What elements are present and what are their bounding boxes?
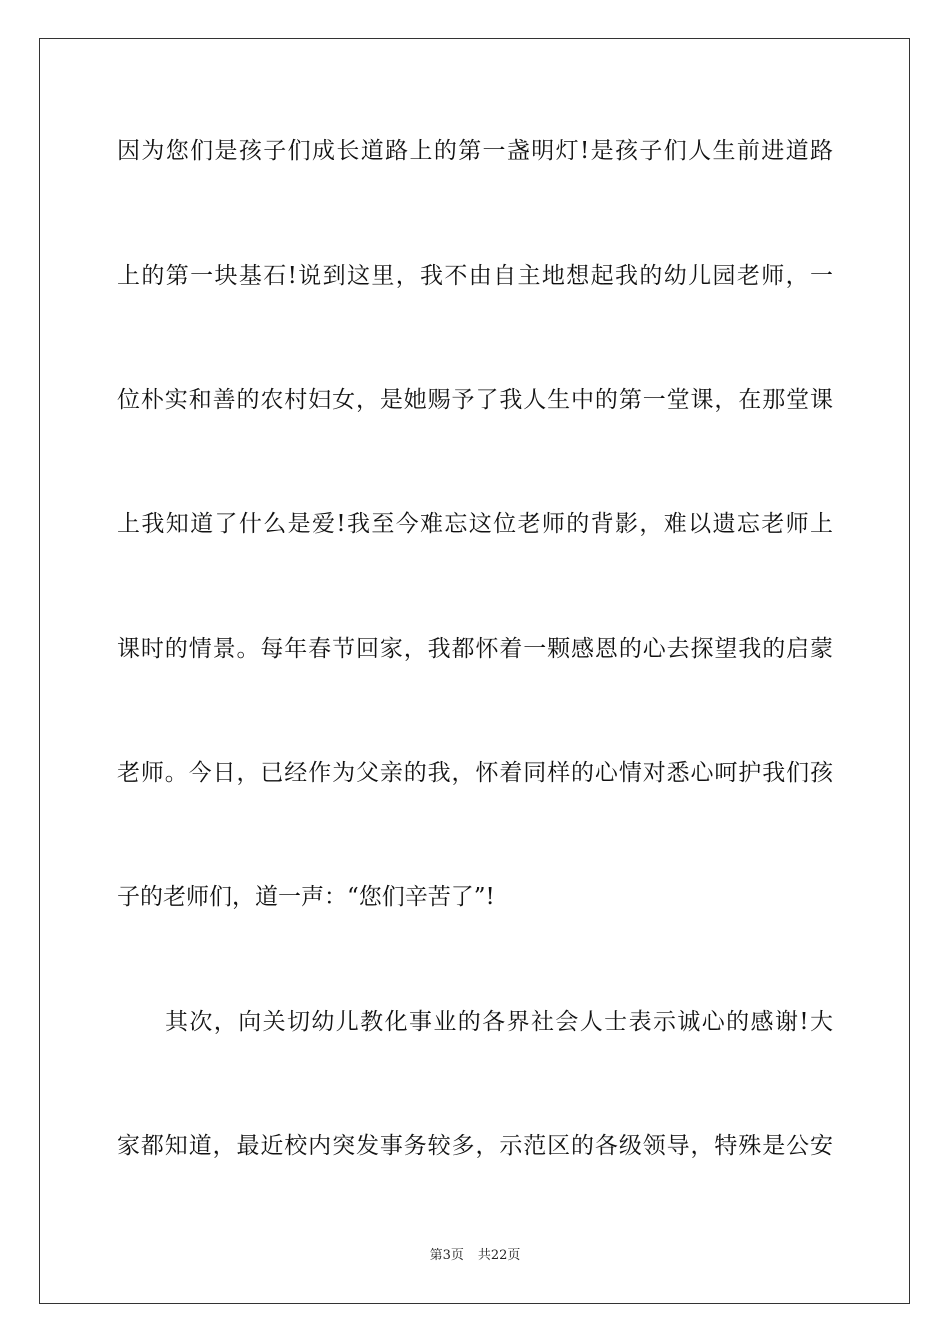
- paragraph-line-6: 老师。今日，已经作为父亲的我，怀着同样的心情对悉心呵护我们孩: [117, 760, 833, 786]
- paragraph-line-9: 家都知道，最近校内突发事务较多，示范区的各级领导，特殊是公安: [117, 1133, 833, 1159]
- page-border: [39, 38, 910, 1304]
- paragraph-line-7: 子的老师们，道一声：“您们辛苦了”!: [117, 884, 495, 910]
- page-number: 第3页: [429, 1248, 464, 1263]
- total-pages: 共22页: [477, 1248, 521, 1263]
- page-footer: [0, 1247, 950, 1265]
- paragraph-line-3: 位朴实和善的农村妇女，是她赐予了我人生中的第一堂课，在那堂课: [117, 387, 833, 413]
- paragraph-line-5: 课时的情景。每年春节回家，我都怀着一颗感恩的心去探望我的启蒙: [117, 636, 833, 662]
- paragraph-line-1: 因为您们是孩子们成长道路上的第一盏明灯!是孩子们人生前进道路: [117, 138, 833, 164]
- paragraph-line-2: 上的第一块基石!说到这里，我不由自主地想起我的幼儿园老师，一: [117, 263, 833, 289]
- paragraph-line-4: 上我知道了什么是爱!我至今难忘这位老师的背影，难以遗忘老师上: [117, 511, 833, 537]
- paragraph-line-8: 其次，向关切幼儿教化事业的各界社会人士表示诚心的感谢!大: [165, 1009, 833, 1035]
